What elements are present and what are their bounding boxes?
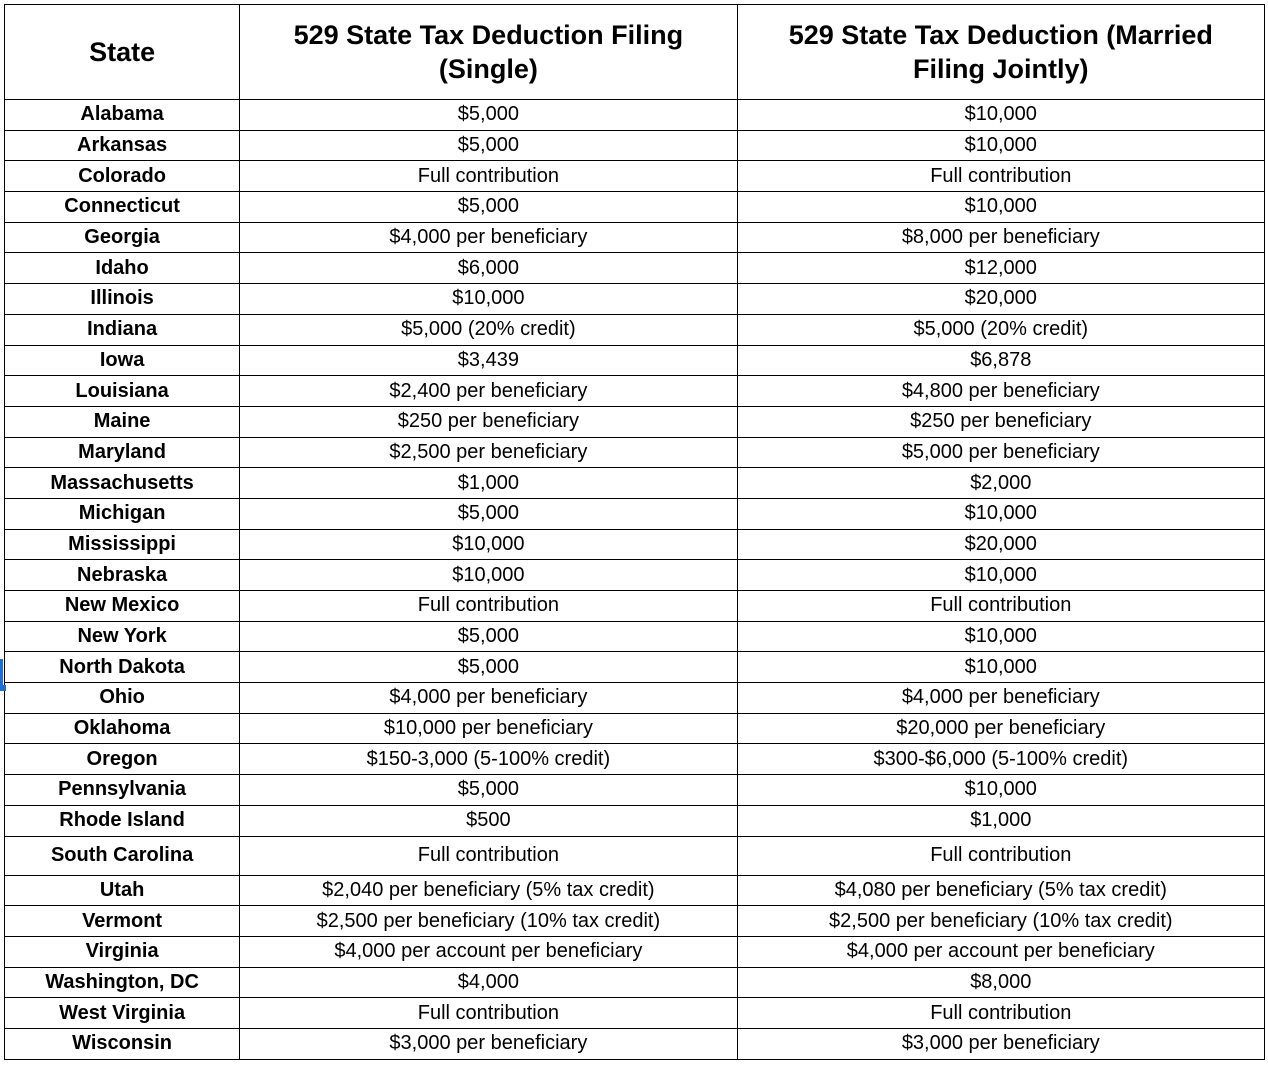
single-deduction-cell: $2,040 per beneficiary (5% tax credit) — [240, 875, 737, 906]
table-row — [5, 437, 1265, 468]
table-row — [5, 345, 1265, 376]
table-row — [5, 222, 1265, 253]
single-deduction-cell: Full contribution — [240, 836, 737, 875]
married-deduction-cell: $2,000 — [737, 468, 1264, 499]
state-cell: Michigan — [5, 498, 240, 529]
table-row — [5, 314, 1265, 345]
selection-fill-handle[interactable] — [0, 685, 6, 691]
table-row — [5, 906, 1265, 937]
header-row — [5, 5, 1265, 100]
single-deduction-cell: $1,000 — [240, 468, 737, 499]
state-cell: Ohio — [5, 683, 240, 714]
single-deduction-cell: $2,400 per beneficiary — [240, 376, 737, 407]
table-row — [5, 192, 1265, 223]
married-deduction-cell: $8,000 — [737, 967, 1264, 998]
married-deduction-cell: Full contribution — [737, 836, 1264, 875]
table-row — [5, 621, 1265, 652]
state-cell: New York — [5, 621, 240, 652]
table-row — [5, 406, 1265, 437]
single-deduction-cell: $5,000 — [240, 621, 737, 652]
table-row — [5, 805, 1265, 836]
single-deduction-cell: $5,000 — [240, 192, 737, 223]
married-deduction-cell: $10,000 — [737, 498, 1264, 529]
header-married-line1: 529 State Tax Deduction (Married — [788, 20, 1213, 50]
single-deduction-cell: Full contribution — [240, 591, 737, 622]
state-cell: Louisiana — [5, 376, 240, 407]
married-deduction-cell: $6,878 — [737, 345, 1264, 376]
single-deduction-cell: $5,000 — [240, 100, 737, 131]
single-deduction-cell: $5,000 (20% credit) — [240, 314, 737, 345]
state-cell: New Mexico — [5, 591, 240, 622]
table-row — [5, 284, 1265, 315]
table-row — [5, 1028, 1265, 1059]
single-deduction-cell: $4,000 per beneficiary — [240, 683, 737, 714]
state-cell: Vermont — [5, 906, 240, 937]
header-single — [240, 5, 737, 100]
single-deduction-cell: $3,439 — [240, 345, 737, 376]
married-deduction-cell: $10,000 — [737, 100, 1264, 131]
table-row — [5, 836, 1265, 875]
table-row — [5, 100, 1265, 131]
married-deduction-cell: $5,000 per beneficiary — [737, 437, 1264, 468]
table-row — [5, 744, 1265, 775]
single-deduction-cell: $10,000 — [240, 529, 737, 560]
table-body — [5, 100, 1265, 1060]
single-deduction-cell: $500 — [240, 805, 737, 836]
state-cell: West Virginia — [5, 998, 240, 1029]
single-deduction-cell: $250 per beneficiary — [240, 406, 737, 437]
married-deduction-cell: $2,500 per beneficiary (10% tax credit) — [737, 906, 1264, 937]
single-deduction-cell: $6,000 — [240, 253, 737, 284]
married-deduction-cell: $20,000 — [737, 284, 1264, 315]
state-cell: Maine — [5, 406, 240, 437]
state-cell: Idaho — [5, 253, 240, 284]
single-deduction-cell: $10,000 per beneficiary — [240, 713, 737, 744]
state-cell: Wisconsin — [5, 1028, 240, 1059]
state-cell: Georgia — [5, 222, 240, 253]
table-row — [5, 775, 1265, 806]
single-deduction-cell: $10,000 — [240, 284, 737, 315]
table-row — [5, 529, 1265, 560]
single-deduction-cell: $150-3,000 (5-100% credit) — [240, 744, 737, 775]
married-deduction-cell: $5,000 (20% credit) — [737, 314, 1264, 345]
state-cell: Massachusetts — [5, 468, 240, 499]
state-cell: Oregon — [5, 744, 240, 775]
table-row — [5, 683, 1265, 714]
header-married-line2: Filing Jointly) — [913, 54, 1089, 84]
married-deduction-cell: $10,000 — [737, 192, 1264, 223]
single-deduction-cell: $4,000 per account per beneficiary — [240, 936, 737, 967]
state-cell: Virginia — [5, 936, 240, 967]
header-married — [737, 5, 1264, 100]
table-row — [5, 498, 1265, 529]
state-cell: Arkansas — [5, 130, 240, 161]
married-deduction-cell: $300-$6,000 (5-100% credit) — [737, 744, 1264, 775]
married-deduction-cell: Full contribution — [737, 998, 1264, 1029]
married-deduction-cell: $20,000 — [737, 529, 1264, 560]
state-cell: Alabama — [5, 100, 240, 131]
header-single-line2: (Single) — [438, 54, 538, 84]
cell-selection-border — [0, 659, 3, 687]
state-cell: Utah — [5, 875, 240, 906]
married-deduction-cell: $3,000 per beneficiary — [737, 1028, 1264, 1059]
table-row — [5, 468, 1265, 499]
state-cell: South Carolina — [5, 836, 240, 875]
married-deduction-cell: $4,800 per beneficiary — [737, 376, 1264, 407]
table-row — [5, 713, 1265, 744]
table-row — [5, 130, 1265, 161]
single-deduction-cell: $5,000 — [240, 130, 737, 161]
table-row — [5, 253, 1265, 284]
state-cell: Maryland — [5, 437, 240, 468]
table-row — [5, 875, 1265, 906]
married-deduction-cell: $1,000 — [737, 805, 1264, 836]
single-deduction-cell: $10,000 — [240, 560, 737, 591]
state-cell: Pennsylvania — [5, 775, 240, 806]
state-cell: Oklahoma — [5, 713, 240, 744]
married-deduction-cell: Full contribution — [737, 161, 1264, 192]
state-cell: Rhode Island — [5, 805, 240, 836]
married-deduction-cell: $4,000 per account per beneficiary — [737, 936, 1264, 967]
state-cell: Indiana — [5, 314, 240, 345]
single-deduction-cell: $3,000 per beneficiary — [240, 1028, 737, 1059]
married-deduction-cell: $10,000 — [737, 560, 1264, 591]
state-cell: Washington, DC — [5, 967, 240, 998]
table-row — [5, 652, 1265, 683]
married-deduction-cell: $250 per beneficiary — [737, 406, 1264, 437]
married-deduction-cell: $20,000 per beneficiary — [737, 713, 1264, 744]
table-row — [5, 161, 1265, 192]
married-deduction-cell: $4,000 per beneficiary — [737, 683, 1264, 714]
single-deduction-cell: $5,000 — [240, 652, 737, 683]
state-cell: Iowa — [5, 345, 240, 376]
single-deduction-cell: $5,000 — [240, 498, 737, 529]
married-deduction-cell: $12,000 — [737, 253, 1264, 284]
single-deduction-cell: $2,500 per beneficiary — [240, 437, 737, 468]
table-row — [5, 376, 1265, 407]
state-cell: Mississippi — [5, 529, 240, 560]
single-deduction-cell: $2,500 per beneficiary (10% tax credit) — [240, 906, 737, 937]
header-state — [5, 5, 240, 100]
single-deduction-cell: Full contribution — [240, 998, 737, 1029]
married-deduction-cell: Full contribution — [737, 591, 1264, 622]
single-deduction-cell: $5,000 — [240, 775, 737, 806]
table-row — [5, 967, 1265, 998]
married-deduction-cell: $8,000 per beneficiary — [737, 222, 1264, 253]
state-cell: Colorado — [5, 161, 240, 192]
single-deduction-cell: $4,000 — [240, 967, 737, 998]
married-deduction-cell: $10,000 — [737, 652, 1264, 683]
married-deduction-cell: $4,080 per beneficiary (5% tax credit) — [737, 875, 1264, 906]
single-deduction-cell: $4,000 per beneficiary — [240, 222, 737, 253]
married-deduction-cell: $10,000 — [737, 130, 1264, 161]
state-cell: Illinois — [5, 284, 240, 315]
tax-deduction-table — [4, 4, 1265, 1060]
table-row — [5, 591, 1265, 622]
married-deduction-cell: $10,000 — [737, 775, 1264, 806]
state-cell: Nebraska — [5, 560, 240, 591]
married-deduction-cell: $10,000 — [737, 621, 1264, 652]
header-single-line1: 529 State Tax Deduction Filing — [293, 20, 684, 50]
single-deduction-cell: Full contribution — [240, 161, 737, 192]
state-cell: Connecticut — [5, 192, 240, 223]
table-row — [5, 560, 1265, 591]
header-state-label: State — [89, 37, 156, 67]
state-cell: North Dakota — [5, 652, 240, 683]
table-row — [5, 936, 1265, 967]
table-row — [5, 998, 1265, 1029]
